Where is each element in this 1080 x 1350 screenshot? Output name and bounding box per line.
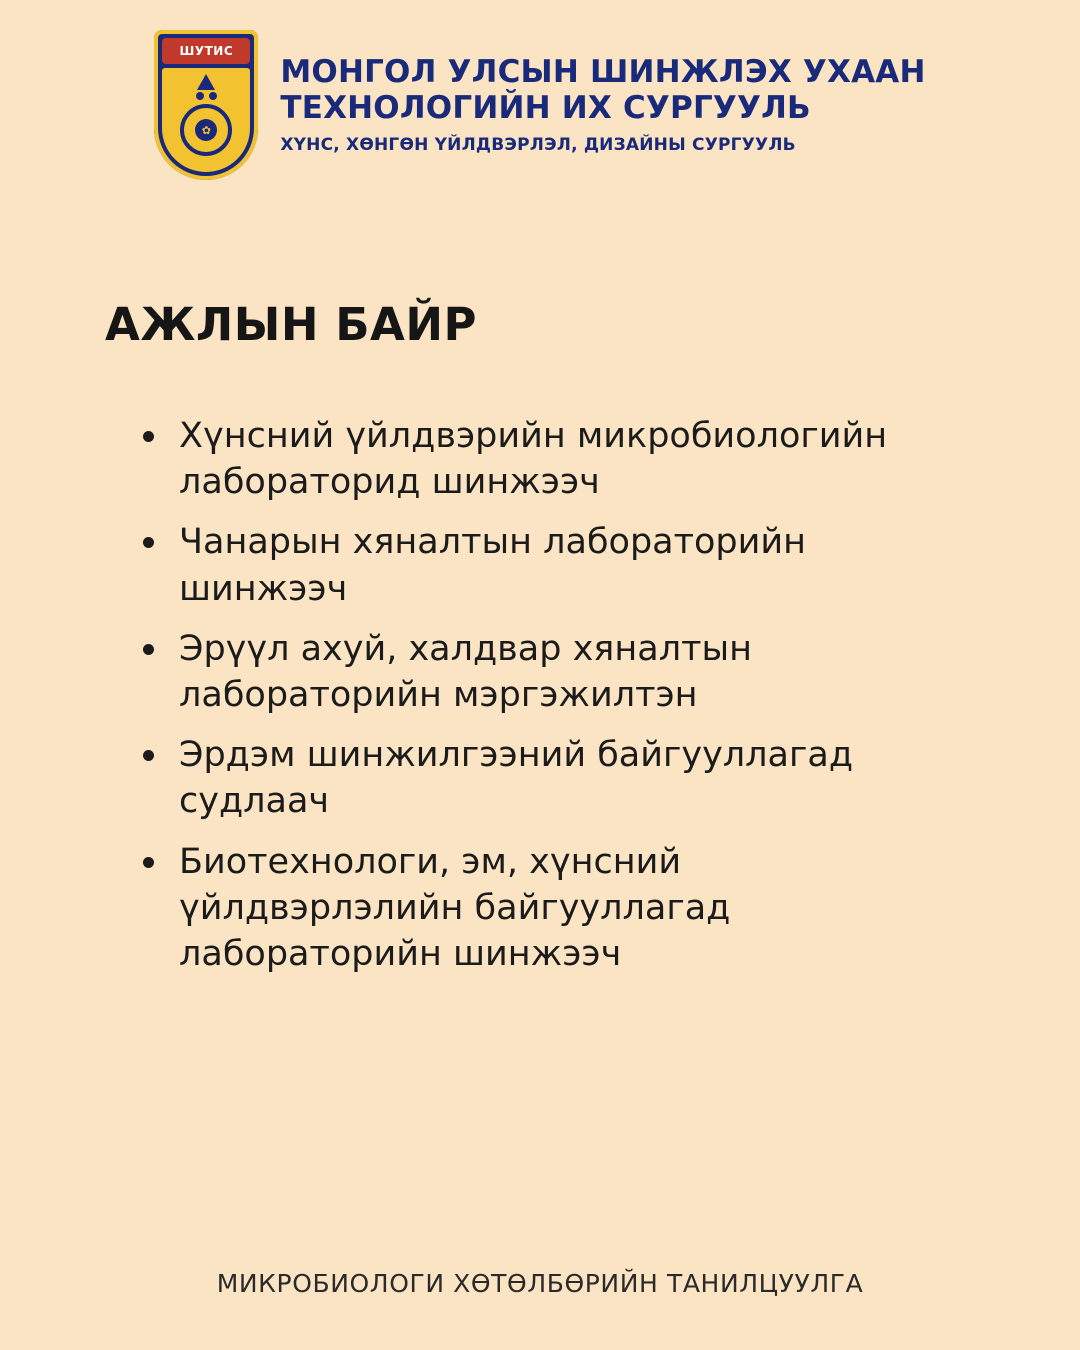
crest-banner [162,38,250,64]
list-item-label: Биотехнологи, эм, хүнсний үйлдвэрлэлийн байгууллагад лабораторийн шинжээч [179,841,731,974]
crest-body [162,68,250,172]
page-title: АЖЛЫН БАЙР [105,298,478,351]
school-name-line: ХҮНС, ХӨНГӨН ҮЙЛДВЭРЛЭЛ, ДИЗАЙНЫ СУРГУУЛЬ [280,134,796,155]
footer-caption: МИКРОБИОЛОГИ ХӨТӨЛБӨРИЙН ТАНИЛЦУУЛГА [216,1269,864,1298]
bullet-icon [143,537,154,548]
soyombo-dots-icon [196,92,217,100]
list-item-label: Эрүүл ахуй, халдвар хяналтын лабораторийн мэргэжилтэн [179,628,752,715]
university-name-line1: МОНГОЛ УЛСЫН ШИНЖЛЭХ УХААН [280,54,926,91]
flame-icon [197,74,215,90]
bullet-icon [143,431,154,442]
list-item [137,519,969,611]
university-name-block [280,55,925,155]
page-header [0,0,1080,180]
list-item [137,732,969,824]
list-item-label: Чанарын хяналтын лабораторийн шинжээч [179,522,807,609]
bullet-icon [143,857,154,868]
university-name-line2: ТЕХНОЛОГИЙН ИХ СУРГУУЛЬ [280,90,811,126]
job-list [105,413,990,977]
main-content [0,180,1080,977]
university-crest-logo [154,30,258,180]
bullet-icon [143,644,154,655]
list-item-label: Эрдэм шинжилгээний байгууллагад судлаач [179,735,854,822]
bullet-icon [143,750,154,761]
list-item [137,626,969,718]
list-item [137,839,969,978]
list-item [137,413,969,505]
crest-ring-inner-icon: ✿ [195,119,217,141]
list-item-label: Хүнсний үйлдвэрийн микробиологийн лабораторид шинжээч [179,416,888,503]
crest-banner-label: ШУТИС [179,44,234,58]
crest-ring-icon [180,104,232,156]
